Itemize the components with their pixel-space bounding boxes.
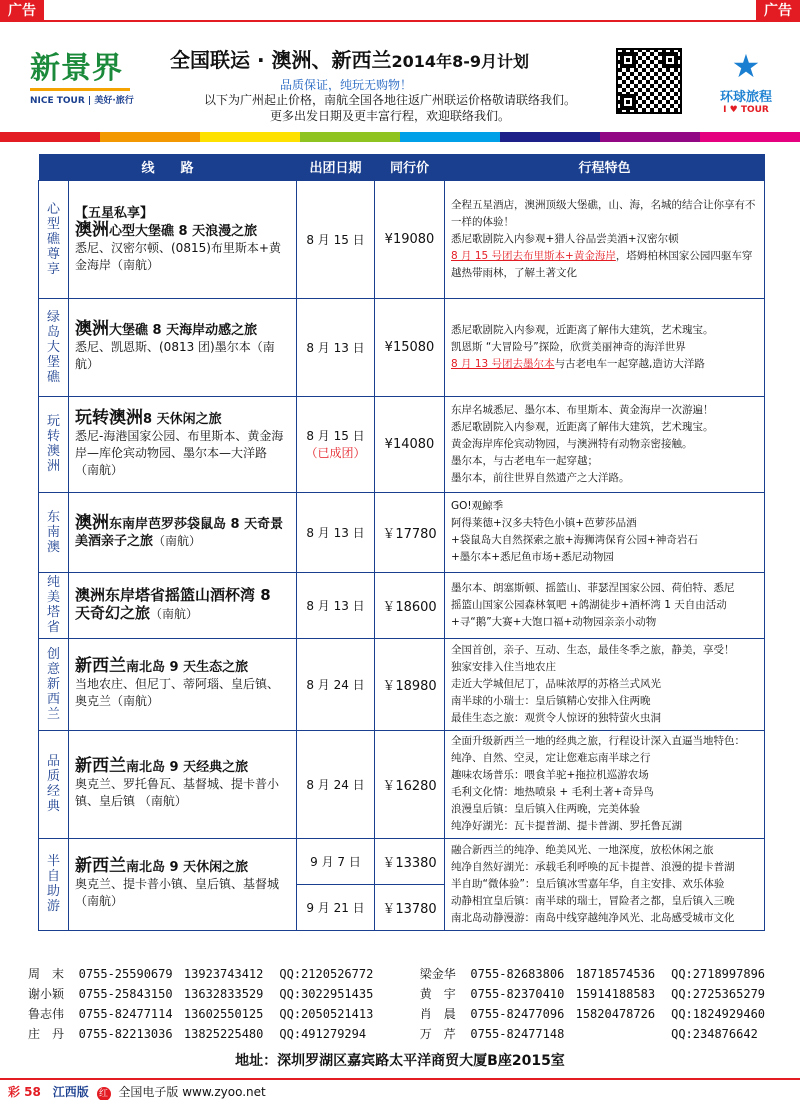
- intro-line-1: 以下为广州起止价格，南航全国各地往返广州联运价格敬请联络我们。: [203, 93, 576, 107]
- contact-phone: 0755-82370410: [470, 987, 565, 1001]
- edition-label: 江西版: [52, 1085, 89, 1099]
- price: ¥15080: [375, 298, 445, 396]
- route-title-main: 澳洲: [75, 219, 109, 240]
- route-cell: [69, 396, 297, 492]
- table-row: [39, 638, 765, 730]
- route-title-sub: 东南岸芭罗莎袋鼠岛 8 天奇景美酒亲子之旅: [75, 516, 284, 549]
- feature-line: 摇篮山国家公园森林氧吧 +鸽湖徒步+酒杯湾 1 天自由活动: [451, 598, 727, 611]
- feature-line: 浪漫皇后镇：皇后镇入住两晚，完美体验: [451, 803, 640, 815]
- price: ￥13780: [375, 884, 445, 930]
- price: ¥14080: [375, 396, 445, 492]
- features-cell: [445, 396, 765, 492]
- row-category: 品 质 经 典: [39, 730, 69, 838]
- contact-name: 周 末: [28, 967, 65, 981]
- route-title-main: 澳洲东岸塔省摇篮山酒杯湾 8 天奇幻之旅: [75, 586, 271, 622]
- stripe-segment: [600, 132, 700, 142]
- feature-line: 趣味农场普乐：喂食羊驼+拖拉机巡游农场: [451, 769, 649, 781]
- feature-line: 墨尔本，与古老电车一起穿越；: [451, 454, 598, 467]
- row-category: 创 意 新 西 兰: [39, 638, 69, 730]
- contact-phone: 0755-82477114: [78, 1007, 173, 1021]
- contact-name: 黄 宇: [419, 987, 456, 1001]
- features-cell: [445, 638, 765, 730]
- departure-date: 8 月 15 日: [306, 429, 365, 443]
- feature-line: 毛利文化情：地热喷泉 + 毛利土著+奇异鸟: [451, 786, 654, 798]
- stripe-segment: [200, 132, 300, 142]
- feature-line: 墨尔本、朗塞斯顿、摇篮山、菲瑟涅国家公园、荷伯特、悉尼: [451, 581, 735, 594]
- contact-row: [28, 964, 788, 984]
- route-desc: 悉尼-海港国家公园、布里斯本、黄金海岸—库伦宾动物园、墨尔本—大洋路（南航）: [75, 428, 284, 477]
- slogan: 品质保证，纯玩无购物！: [280, 78, 413, 92]
- route-cell: [69, 180, 297, 298]
- feature-line: 最佳生态之旅：观赏令人惊讶的独特萤火虫洞: [451, 711, 661, 724]
- feature-line: 悉尼歌剧院入内参观，近距离了解伟大建筑，艺术瑰宝。: [451, 420, 714, 433]
- route-cell: [69, 638, 297, 730]
- contact-name: 鲁志伟: [28, 1007, 65, 1021]
- route-title-sub: 心型大堡礁 8 天浪漫之旅: [109, 223, 258, 239]
- headline-title: 全国联运 · 澳洲、新西兰: [170, 48, 392, 72]
- route-title-main: 新西兰: [75, 756, 126, 776]
- contact-qq: QQ:2725365279: [671, 987, 766, 1001]
- page-footer: [0, 1078, 800, 1100]
- features-cell: [445, 730, 765, 838]
- feature-line: 悉尼歌剧院入内参观，近距离了解伟大建筑，艺术瑰宝。: [451, 323, 714, 336]
- intro-text: [180, 92, 600, 124]
- price: ￥18980: [375, 638, 445, 730]
- route-cell: [69, 838, 297, 930]
- features-cell: [445, 572, 765, 638]
- row-category: 玩 转 澳 洲: [39, 396, 69, 492]
- route-desc: 当地农庄、但尼丁、蒂阿瑙、皇后镇、奥克兰（南航）: [75, 677, 280, 708]
- feature-tail: 与古老电车一起穿越,造访大洋路: [554, 357, 705, 370]
- feature-line: 全程五星酒店，澳洲顶级大堡礁，山、海，名城的结合让你享有不一样的体验！: [451, 198, 756, 228]
- contact-mobile: 15914188583: [575, 987, 656, 1001]
- feature-line: GO!观鲸季: [451, 500, 504, 512]
- features-cell: [445, 492, 765, 572]
- feature-line: 独家安排入住当地农庄: [451, 660, 556, 673]
- features-cell: [445, 298, 765, 396]
- feature-line: +袋鼠岛大自然探索之旅+海狮湾保育公园+神奇岩石: [451, 534, 698, 546]
- row-category: 东 南 澳: [39, 492, 69, 572]
- feature-line: 半自助“微体验”：皇后镇冰雪嘉年华，自主安排、欢乐体验: [451, 877, 725, 890]
- color-stripe: [0, 132, 800, 142]
- departure-date: 8 月 24 日: [297, 730, 375, 838]
- table-row: [39, 730, 765, 838]
- stripe-segment: [400, 132, 500, 142]
- feature-highlight: 8 月 13 号团去墨尔本: [451, 357, 555, 370]
- contact-mobile: 13825225480: [183, 1027, 264, 1041]
- route-airline: （南航）: [153, 533, 202, 548]
- table-row: [39, 838, 765, 884]
- contact-phone: 0755-82477148: [470, 1027, 565, 1041]
- route-title-main: 新西兰: [75, 856, 126, 876]
- feature-line: +寻“鹅”大赛+大饱口福+动物园亲亲小动物: [451, 615, 657, 628]
- contact-mobile: [576, 1024, 671, 1044]
- page-number: 彩 58: [8, 1085, 41, 1099]
- tour-table: [38, 154, 765, 931]
- route-desc: 悉尼、凯恩斯、(0813 团)墨尔本（南航）: [75, 340, 275, 371]
- departure-date: 9 月 21 日: [297, 884, 375, 930]
- contact-mobile: 18718574536: [575, 967, 656, 981]
- feature-line: 南北岛动静漫游：南岛中线穿越纯净风光、北岛感受城市文化: [451, 911, 735, 924]
- world-tour-sub: I ♥ TOUR: [723, 105, 769, 115]
- departure-date: 8 月 24 日: [297, 638, 375, 730]
- qr-corner-bl: [620, 94, 636, 110]
- table-row: [39, 396, 765, 492]
- table-row: [39, 298, 765, 396]
- departure-date: 8 月 13 日: [297, 572, 375, 638]
- logo-text: 新景界: [30, 51, 123, 86]
- contact-phone: 0755-82477096: [470, 1007, 565, 1021]
- table-header: [39, 154, 765, 180]
- feature-line: 凯恩斯 “大冒险号”探险，欣赏美丽神奇的海洋世界: [451, 340, 686, 353]
- contact-phone: 0755-25590679: [78, 967, 173, 981]
- contact-row: [28, 1024, 788, 1044]
- contact-mobile: 13923743412: [183, 967, 264, 981]
- row-category: 绿 岛 大 堡 礁: [39, 298, 69, 396]
- features-cell: [445, 838, 765, 930]
- table-row: [39, 492, 765, 572]
- contact-qq: QQ:2120526772: [279, 967, 374, 981]
- feature-line: 走近大学城但尼丁，品味浓厚的苏格兰式风光: [451, 677, 661, 690]
- route-desc: 奥克兰、罗托鲁瓦、基督城、提卡普小镇、皇后镇 （南航）: [75, 777, 280, 808]
- stripe-segment: [0, 132, 100, 142]
- stripe-segment: [700, 132, 800, 142]
- price: ¥19080: [375, 180, 445, 298]
- feature-line: +墨尔本+悉尼鱼市场+悉尼动物园: [451, 551, 614, 563]
- feature-line: 全国首创，亲子、互动、生态，最佳冬季之旅，静美，享受！: [451, 643, 735, 656]
- contact-name: 肖 晨: [419, 1007, 456, 1021]
- contact-list: [28, 964, 788, 1044]
- features-cell: [445, 180, 765, 298]
- route-desc: 奥克兰、提卡普小镇、皇后镇、基督城（南航）: [75, 877, 280, 908]
- intro-line-2: 更多出发日期及更丰富行程，欢迎联络我们。: [269, 109, 510, 123]
- price: ￥13380: [375, 838, 445, 884]
- headline-year: 2014年8-9月计划: [391, 52, 529, 71]
- route-cell: [69, 298, 297, 396]
- contact-mobile: 15820478726: [575, 1007, 656, 1021]
- route-title-sub: 大堡礁 8 天海岸动感之旅: [109, 323, 258, 338]
- route-title-sub: 南北岛 9 天生态之旅: [126, 660, 249, 675]
- route-title-main: 新西兰: [75, 656, 126, 676]
- table-row: [39, 180, 765, 298]
- route-title-sub: 8 天休闲之旅: [143, 411, 222, 427]
- col-route: 线 路: [39, 154, 297, 180]
- contact-name: 万 芹: [419, 1027, 456, 1041]
- feature-line: 悉尼歌剧院入内参观+猎人谷品尝美酒+汉密尔顿: [451, 232, 679, 245]
- contact-name: 梁金华: [419, 967, 456, 981]
- route-title-sub: 南北岛 9 天经典之旅: [126, 760, 249, 775]
- logo-wave: [30, 88, 130, 91]
- contact-qq: QQ:234876642: [671, 1027, 758, 1041]
- row-category: 半 自 助 游: [39, 838, 69, 930]
- contact-phone: 0755-82213036: [78, 1027, 173, 1041]
- star-icon: ★: [731, 47, 761, 85]
- contact-qq: QQ:3022951435: [279, 987, 374, 1001]
- contact-qq: QQ:2050521413: [279, 1007, 374, 1021]
- contact-mobile: 13602550125: [183, 1007, 264, 1021]
- contact-mobile: 13632833529: [183, 987, 264, 1001]
- row-category: 纯 美 塔 省: [39, 572, 69, 638]
- contact-name: 庄 丹: [28, 1027, 65, 1041]
- contact-row: [28, 984, 788, 1004]
- red-dot-icon: 红: [97, 1087, 111, 1100]
- qr-corner-tr: [662, 52, 678, 68]
- feature-tail: ，塔姆柏林国家公园四驱车穿越热带雨林，了解土著文化: [451, 249, 753, 279]
- departure-date-cell: [297, 396, 375, 492]
- logo-subtext: NICE TOUR | 美好·旅行: [30, 96, 134, 106]
- col-features: 行程特色: [445, 154, 765, 180]
- feature-line: 阿得莱德+汉多夫特色小镇+芭萝莎品酒: [451, 517, 637, 529]
- contact-qq: QQ:1824929460: [671, 1007, 766, 1021]
- feature-line: [451, 248, 758, 282]
- price: ￥18600: [375, 572, 445, 638]
- contact-row: [28, 1004, 788, 1024]
- world-tour-logo: [706, 46, 786, 115]
- feature-line: 动静相宜皇后镇：南半球的瑞士，冒险者之都，皇后镇入三晚: [451, 894, 735, 907]
- contact-phone: 0755-25843150: [78, 987, 173, 1001]
- top-divider: [0, 20, 800, 22]
- feature-highlight: 8 月 15 号团去布里斯本+黄金海岸: [451, 249, 616, 262]
- stripe-segment: [500, 132, 600, 142]
- col-date: 出团日期: [297, 154, 375, 180]
- feature-line: 墨尔本，前往世界自然遗产之大洋路。: [451, 471, 630, 484]
- feature-line: 全面升级新西兰一地的经典之旅，行程设计深入直逼当地特色：: [451, 735, 745, 747]
- route-cell: [69, 730, 297, 838]
- contact-qq: QQ:2718997896: [671, 967, 766, 981]
- feature-line: 东岸名城悉尼、墨尔本、布里斯本、黄金海岸一次游遍！: [451, 403, 714, 416]
- route-tag: 【五星私享】: [75, 205, 154, 221]
- departure-date: 8 月 13 日: [297, 492, 375, 572]
- feature-line: 黄金海岸库伦宾动物园，与澳洲特有动物亲密接触。: [451, 437, 693, 450]
- departure-date: 9 月 7 日: [297, 838, 375, 884]
- departure-date: 8 月 13 日: [297, 298, 375, 396]
- contact-qq: QQ:491279294: [279, 1027, 367, 1041]
- qr-corner-tl: [620, 52, 636, 68]
- date-status: （已成团）: [305, 446, 366, 460]
- route-cell: [69, 492, 297, 572]
- stripe-segment: [100, 132, 200, 142]
- stripe-segment: [300, 132, 400, 142]
- header: [0, 24, 800, 130]
- contact-name: 谢小颖: [28, 987, 65, 1001]
- world-tour-name: 环球旅程: [719, 90, 772, 105]
- feature-line: 融合新西兰的纯净、绝美风光、一地深度，放松休闲之旅: [451, 843, 714, 856]
- feature-line: 南半球的小瑞士：皇后镇精心安排入住两晚: [451, 694, 651, 707]
- route-title-main: 澳洲: [75, 319, 109, 339]
- ad-label-right: 广告: [756, 0, 800, 22]
- row-category: 心 型 礁 尊 享: [39, 180, 69, 298]
- route-title-sub: 南北岛 9 天休闲之旅: [126, 860, 249, 875]
- feature-line: 纯净自然好湖光：承载毛利呼唤的瓦卡提普、浪漫的提卡普湖: [451, 860, 735, 873]
- departure-date: 8 月 15 日: [297, 180, 375, 298]
- price: ￥16280: [375, 730, 445, 838]
- route-airline: （南航）: [150, 607, 199, 621]
- nice-tour-logo: [30, 52, 148, 106]
- route-title-main: 澳洲: [75, 512, 109, 533]
- route-title-main: 玩转澳洲: [75, 407, 143, 428]
- route-cell: [69, 572, 297, 638]
- col-price: 同行价: [375, 154, 445, 180]
- feature-line: [451, 356, 758, 373]
- contact-phone: 0755-82683806: [470, 967, 565, 981]
- feature-line: 纯净、自然、空灵，定让您难忘南半球之行: [451, 752, 651, 764]
- qr-code: [616, 48, 682, 114]
- ad-label-left: 广告: [0, 0, 44, 22]
- price: ￥17780: [375, 492, 445, 572]
- table-row: [39, 572, 765, 638]
- headline: [170, 44, 529, 73]
- feature-line: 纯净好湖光：瓦卡提普湖、提卡普湖、罗托鲁瓦湖: [451, 820, 682, 832]
- website-link[interactable]: 全国电子版 www.zyoo.net: [118, 1085, 266, 1099]
- office-address: 地址：深圳罗湖区嘉宾路太平洋商贸大厦B座2015室: [235, 1053, 565, 1069]
- route-desc: 悉尼、汉密尔顿、(0815)布里斯本+黄金海岸（南航）: [75, 240, 281, 272]
